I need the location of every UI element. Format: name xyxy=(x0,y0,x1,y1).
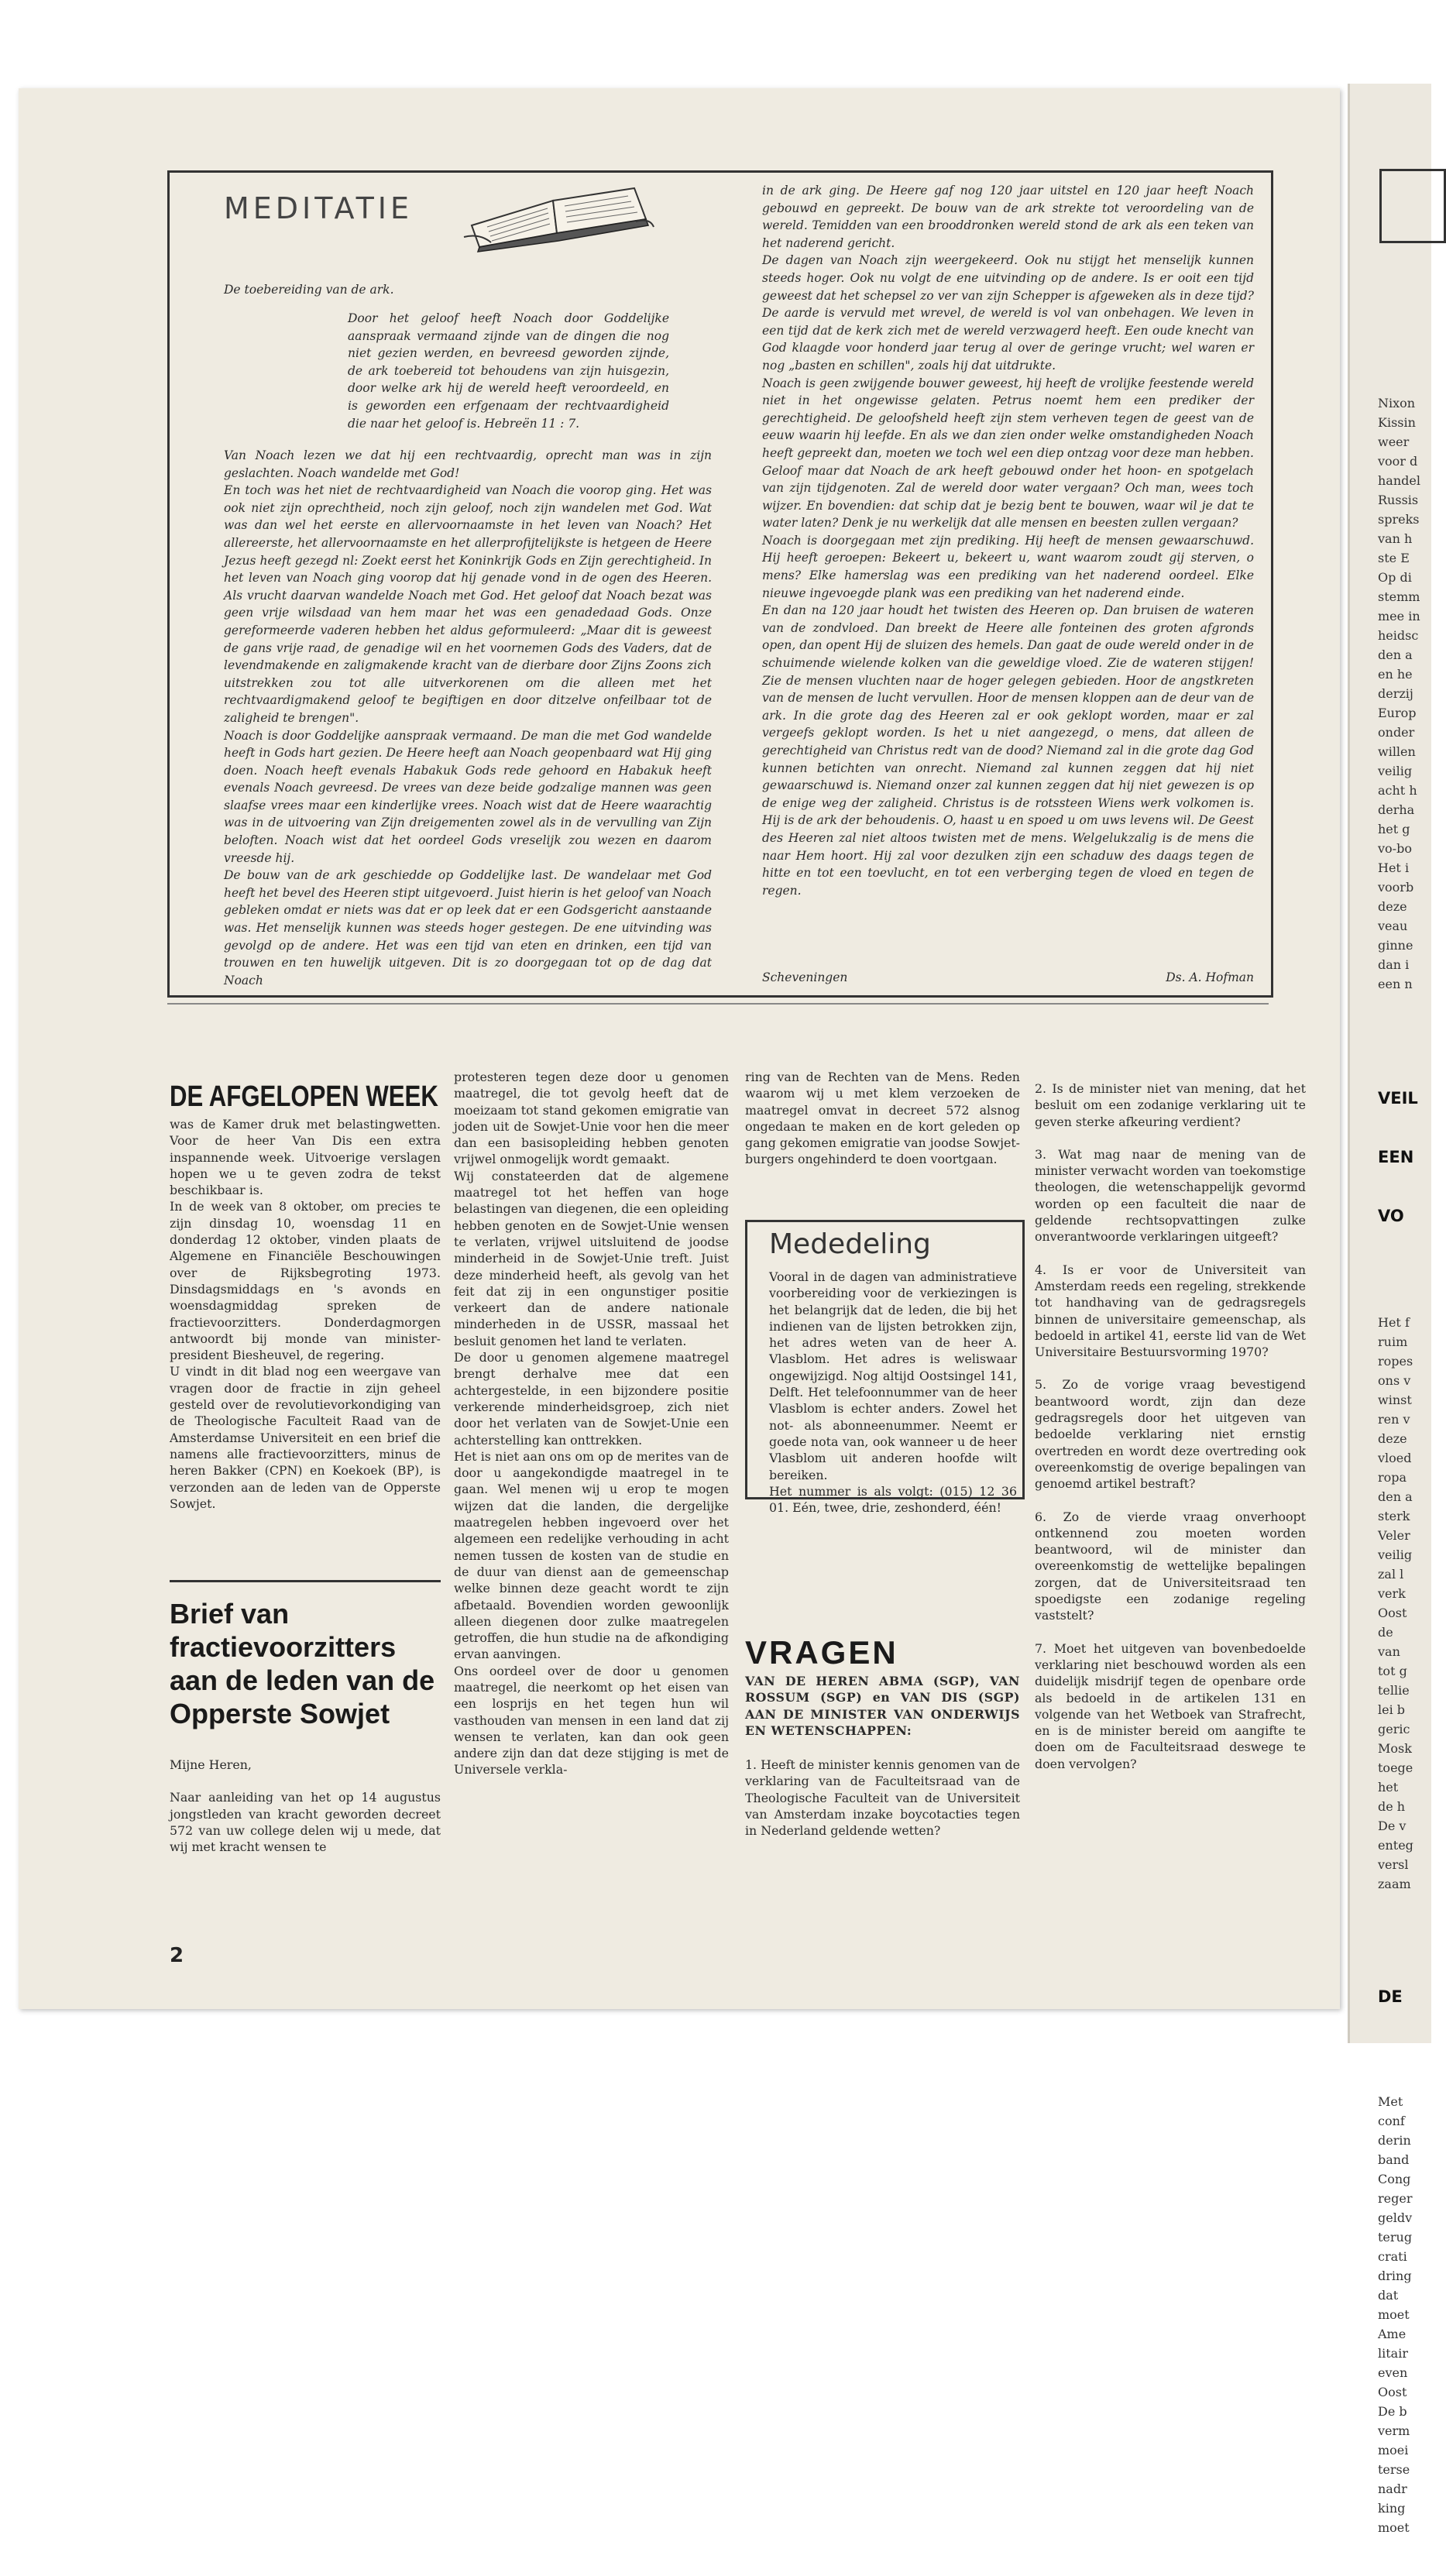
meditatie-paragraph: En dan na 120 jaar houdt het twisten des Heeren op. Dan bruisen de wateren van de zondvloed. Dan breekt de Heere alle fonteinen des groten afgronds open, dan opent Hij de sluizen des hemels. Dan gaat de oude wereld onder in de schuimende wielende kolken van die geweldige vloed. Zie de wateren stijgen! Zie de mensen vluchten naar de hoger gelegen gebieden. Hoor de angstkreten van de mensen de lucht vervullen. Hoor de mensen kloppen aan de deur van de ark. In die grote dag des Heeren zal er ook geklopt worden, maar er zal vergeefs geklopt worden. Is het u niet aangezegd, o mens, dat alleen de gerechtigheid van Christus redt van de dood? Niemand zal in die grote dag God kunnen betichten van onrecht. Niemand zal kunnen zeggen dat hij niet gewaarschuwd is. Niemand onzer zal kunnen zeggen dat hij niet gewezen is op de enige weg der zaligheid. Christus is de rotssteen Wiens werk volkomen is. Hij is de ark der behoudenis. O, haast u en spoed u om uws levens wil. De Geest des Heeren zal niet altoos twisten met de mens. Welgelukzalig is de mens die naar Hem hoort. Hij zal voor dezulken zijn een schaduw des daags tegen de hitte en tot een toevlucht, en tot een verberging tegen de vloed en tegen de regen. xyxy=(762,603,1254,898)
meditatie-quote: Door het geloof heeft Noach door Goddelijke aanspraak vermaand zijnde van de dingen die nog niet gezien werden, en bevreesd geworden zijnde, de ark toebereid tot behoudens van zijn huisgezin, door welke ark hij de wereld heeft veroordeeld, en is geworden een erfgenaam der rechtvaardigheid die naar het geloof is. Hebreën 11 : 7. xyxy=(348,311,669,431)
brief-ending xyxy=(745,1069,1020,1168)
brief-salutation: Mijne Heren, xyxy=(170,1757,252,1772)
article-paragraph: Vooral in de dagen van administratieve voorbereiding voor de verkiezingen is het belangrijk dat de leden, die bij het indienen van de lijsten betrokken zijn, het adres weten van de heer A. Vlasblom. Het adres is weliswaar ongewijzigd. Nog altijd Oostsingel 141, Delft. Het telefoonnummer van de heer Vlasblom is echter anders. Zowel het not- als abonneenummer. Neemt er goede nota van, ook wanneer u de heer Vlasblom uit anderen hoofde wilt bereiken. xyxy=(769,1269,1017,1482)
question-paragraph: 4. Is er voor de Universiteit van Amsterdam reeds een regeling, strekkende tot handhaving van de gedragsregels binnen de universitaire gemeenschap, als bedoeld in artikel 41, eerste lid van de Wet Universitaire Bestuursvorming 1970? xyxy=(1035,1262,1306,1360)
adjacent-text-block-1: Nixon Kissin weer voor d handel Russis spreks van h ste E Op di stemm mee in heidsc den a en he derzij Europ onder willen veilig acht h derha het g vo-bo Het i voorb deze veau ginne dan i een n xyxy=(1378,396,1420,991)
meditatie-paragraph: Noach is door Goddelijke aanspraak vermaand. De man die met God wandelde heeft in Gods hart gezien. De Heere heeft aan Noach geopenbaard wat Hij ging doen. Noach heeft evenals Habakuk Gods rede gehoord en Habakuk heeft evenals Noach gevreesd. De vrees van deze beide godzalige mannen was geen slaafse vrees maar een kinderlijke vrees. Noach wist dat de Heere waarachtig was in de uitvoering van Zijn dreigementen zowel als in de vervulling van Zijn beloften. Noach wist dat het oordeel Gods vreselijk zou wezen en daarom vreesde hij. xyxy=(224,728,712,865)
article-paragraph: Het nummer is als volgt: (015) 12 36 01. Eén, twee, drie, zeshonderd, één! xyxy=(769,1483,1017,1516)
mededeling-box xyxy=(745,1220,1025,1516)
article-paragraph: In de week van 8 oktober, om precies te zijn dinsdag 10, woensdag 11 en donderdag 12 oktober, vinden plaats de Algemene en Financiële Beschouwingen over de Rijksbegroting 1973. Dinsdagsmiddags en 's avonds en woensdagmiddag spreken de fractievoorzitters. Donderdagmorgen antwoordt bij monde van minister-president Biesheuvel, de regering. xyxy=(170,1199,441,1363)
question-paragraph: 6. Zo de vierde vraag onverhoopt ontkennend zou moeten worden beantwoord, wil de minister dan overeenkomstig de wettelijke bepalingen zorgen, dat de Universiteitsraad ten spoedigste een zodanige regeling vaststelt? xyxy=(1035,1509,1306,1623)
article-paragraph: Naar aanleiding van het op 14 augustus jongstleden van kracht geworden decreet 572 van uw college delen wij u mede, dat wij met kracht wensen te xyxy=(170,1790,441,1855)
page-number: 2 xyxy=(170,1944,184,1967)
week-article xyxy=(170,1116,441,1512)
question-paragraph: 7. Moet het uitgeven van bovenbedoelde verklaring niet beschouwd worden als een duidelijk misdrijf tegen de openbare orde als bedoeld in de artikelen 131 en volgende van het Wetboek van Strafrecht, en is de minister bereid om aangifte te doen om de Faculteitsraad deswege te doen vervolgen? xyxy=(1035,1640,1306,1771)
brief-article xyxy=(170,1757,441,1855)
adjacent-heading-4: DE xyxy=(1378,1987,1403,2006)
adjacent-heading-3: VO xyxy=(1378,1207,1404,1225)
article-paragraph: U vindt in dit blad nog een weergave van vragen door de fractie in zijn geheel gesteld over de revolutievorkondiging van de Theologische Faculteit Raad van de Amsterdamse Universiteit en een brief die namens alle fractievoorzitters, minus de heren Bakker (CPN) en Koekoek (BP), is verzonden aan de leden van de Opperste Sowjet. xyxy=(170,1364,441,1511)
meditatie-paragraph: En toch was het niet de rechtvaardigheid van Noach die voorop ging. Het was ook niet zijn oprechtheid, noch zijn geloof, noch zijn wandelen met God. Wat was dan wel het eerste en allervoornaamste in het leven van Noach? Het allereerste, het allervoornaamste en het allerprofijtelijkste is hetgeen de Heere Jezus heeft gezegd nl: Zoekt eerst het Koninkrijk Gods en Zijn gerechtigheid. In het leven van Noach ging voorop dat hij genade vond in de ogen des Heeren. Als vrucht daarvan wandelde Noach met God. Het geloof dat Noach bezat was geen vrije wilsdaad van hem maar het was een genadedaad Gods. Onze gereformeerde vaderen hebben het aldus geformuleerd: „Maar dit is geweest de gans vrije raad, de genadige wil en het voornemen Gods des Vaders, dat de levendmakende en zaligmakende kracht van de dierbare door Zijns Zoons zich uitstrekken zou tot alle uitverkorenen om die alleen met het rechtvaardigmakend geloof te begiftigen en door ditzelve onfeilbaar tot de zaligheid te brengen". xyxy=(224,483,712,725)
meditatie-paragraph: Noach is geen zwijgende bouwer geweest, hij heeft de vrolijke feestende wereld niet in het ongewisse gelaten. Petrus noemt hem een prediker der gerechtigheid. De geloofsheld heeft zijn stem verheven tegen de geest van de eeuw waarin hij leefde. En als we dan zien onder welke omstandigheden Noach heeft gepreekt dan, moeten we toch wel een diep ontzag voor deze man hebben. xyxy=(762,376,1254,460)
article-paragraph: Het is niet aan ons om op de merites van de door u aangekondigde maatregel in te gaan. Wel menen wij u erop te mogen wijzen dat die landen, die dergelijke maatregelen hebben ingevoerd over het algemeen een redelijke verhouding in acht nemen tussen de kosten van de studie en de duur van dienst aan de gemeenschap welke binnen deze geacht wordt te zijn afbetaald. Bovendien worden gewoonlijk alleen diegenen door zulke maatregelen getroffen, die hun studie na de afkondiging ervan aanvingen. xyxy=(454,1448,729,1662)
vragen-questions xyxy=(1035,1080,1306,1788)
article-paragraph: Ons oordeel over de door u genomen maatregel, die neerkomt op het eisen van een losprijs en het tegen hun wil vasthouden van mensen in een land dat zij wensen te verlaten, kan dan ook geen andere zijn dan dat deze stijging is met de Universele verkla- xyxy=(454,1663,729,1777)
mededeling-text xyxy=(769,1269,1017,1516)
meditatie-signature xyxy=(762,970,1254,984)
brief-continuation xyxy=(454,1069,729,1778)
vragen-heading: VRAGEN xyxy=(745,1634,898,1671)
meditatie-place: Scheveningen xyxy=(762,970,848,984)
meditatie-paragraph: De bouw van de ark geschiedde op Goddelijke last. De wandelaar met God heeft het bevel des Heeren stipt uitgevoerd. Juist hierin is het geloof van Noach gebleken omdat er niets was dat er op leek dat er een Godsgericht aanstaande was. Het menselijk kunnen was steeds hoger gestegen. De ene uitvinding was gevolgd op de andere. Het was een tijd van eten en drinken, een tijd van trouwen en ten huwelijk uitgeven. Dit is zo doorgegaan tot op de dag dat Noach xyxy=(224,868,712,987)
meditatie-paragraph: Van Noach lezen we dat hij een rechtvaardig, oprecht man was in zijn geslachten. Noach wandelde met God! xyxy=(224,448,712,480)
meditatie-left-column xyxy=(224,447,712,989)
meditatie-paragraph: Geloof maar dat Noach de ark heeft gebouwd onder het hoon- en spotgelach van zijn tijdgenoten. Zal de wereld door water vergaan? Och man, wees toch wijzer. En bovendien: dat schip dat je bezig bent te bouwen, waar wil je dat te water laten? Denk je nu werkelijk dat alle mensen en beesten zullen vergaan? xyxy=(762,463,1254,531)
question-paragraph: 3. Wat mag naar de mening van de minister verwacht worden van toekomstige theologen, die wetenschappelijk gevormd worden op een faculteit die naar de geldende rechtsopvattingen zulke onverantwoorde verklaringen uitgeeft? xyxy=(1035,1146,1306,1245)
meditatie-right-column xyxy=(762,182,1254,899)
meditatie-author: Ds. A. Hofman xyxy=(1166,970,1254,984)
article-paragraph: De door u genomen algemene maatregel brengt derhalve mee dat een achtergestelde, in een bijzondere positie verkerende minderheidsgroep, zich niet door het verlaten van de Sowjet-Unie een achterstelling kan onttrekken. xyxy=(454,1350,729,1448)
question-paragraph: 5. Zo de vorige vraag bevestigend beantwoord wordt, zijn dan deze gedragsregels door het uitgeven van bedoelde verklaring niet ernstig overtreden en wordt deze overtreding ook overeenkomstig de overige bepalingen van genoemd artikel bestraft? xyxy=(1035,1377,1306,1492)
meditatie-paragraph: De dagen van Noach zijn weergekeerd. Ook nu stijgt het menselijk kunnen steeds hoger. Ook nu volgt de ene uitvinding op de andere. Is er ooit een tijd geweest dat het schepsel zo ver van zijn Schepper is afgeweken als in deze tijd? De aarde is vervuld met wrevel, de wereld is vol van onbehagen. We leven in een tijd dat de kerk zich met de wereld verzwagerd heeft. Een oude knecht van God klaagde voor honderd jaar terug al over de geringe vrucht; wel waren er nog „basten en schillen", zoals hij dat uitdrukte. xyxy=(762,253,1254,373)
section-divider xyxy=(167,1003,1269,1005)
question-paragraph: 2. Is de minister niet van mening, dat het besluit om een zodanige verklaring uit te geven sterke afkeuring verdient? xyxy=(1035,1081,1306,1129)
adjacent-text-block-3: Met conf derin band Cong reger geldv terug crati dring dat moet Ame litair even Oost De b verm moei terse nadr king moet xyxy=(1378,2094,1413,2535)
adjacent-text-block-2: Het f ruim ropes ons v winst ren v deze vloed ropa den a sterk Veler veilig zal l verk Oost de van tot g tellie lei b geric Mosk toege het de h De v enteg versl zaam xyxy=(1378,1315,1413,1891)
meditatie-box xyxy=(167,170,1273,998)
article-paragraph: ring van de Rechten van de Mens. Reden waarom wij u met klem verzoeken de maatregel omvat in decreet 572 alsnog ongedaan te maken en de kort geleden op gang gekomen emigratie van joodse Sowjet-burgers ongehinderd te doen voortgaan. xyxy=(745,1070,1020,1167)
brief-divider xyxy=(170,1580,441,1582)
vragen-question-1 xyxy=(745,1757,1020,1839)
adjacent-page-edge xyxy=(1348,84,1431,2535)
meditatie-paragraph: Noach is doorgegaan met zijn prediking. Hij heeft de mensen gewaarschuwd. Hij heeft geroepen: Bekeert u, bekeert u, want waarom zoudt gij sterven, o mens? Elke hamerslag was een prediking van het naderend oordeel. Elke nieuwe ingevoegde plank was een prediking van het naderend einde. xyxy=(762,533,1254,600)
meditatie-subtitle: De toebereiding van de ark. xyxy=(224,283,394,297)
meditatie-title: MEDITATIE xyxy=(224,191,413,225)
adjacent-page-box xyxy=(1379,169,1446,243)
open-book-icon xyxy=(456,179,658,252)
adjacent-heading-2: EEN xyxy=(1378,1148,1414,1166)
week-heading: DE AFGELOPEN WEEK xyxy=(170,1080,438,1113)
article-paragraph: protesteren tegen deze door u genomen maatregel, die tot gevolg heeft dat de moeizaam tot stand gekomen emigratie van joden uit de Sowjet-Unie voor hen die meer dan een basisopleiding hebben genoten vrijwel onmogelijk wordt gemaakt. xyxy=(454,1070,729,1167)
adjacent-page-text xyxy=(1378,355,1432,2576)
adjacent-heading-1: VEIL xyxy=(1378,1089,1418,1108)
article-paragraph: was de Kamer druk met belastingwetten. Voor de heer Van Dis een extra inspannende week. Uitvoerige verslagen hopen we u te geven zodra de tekst beschikbaar is. xyxy=(170,1117,441,1198)
vragen-subheading: VAN DE HEREN ABMA (SGP), VAN ROSSUM (SGP) en VAN DIS (SGP) AAN DE MINISTER VAN ONDERWIJS EN WETENSCHAPPEN: xyxy=(745,1674,1020,1738)
mededeling-heading: Mededeling xyxy=(769,1228,931,1260)
brief-heading: Brief van fractievoorzitters aan de leden van de Opperste Sowjet xyxy=(170,1598,435,1729)
article-paragraph: Wij constateerden dat de algemene maatregel tot het heffen van hoge belastingen van diegenen, die een opleiding hebben genoten en de Sowjet-Unie wensen te verlaten, vrijwel uitsluitend de joodse minderheid in de Sowjet-Unie treft. Juist deze minderheid heeft, als gevolg van het feit dat zij in een ongunstiger positie verkeert dan de andere nationale minderheden in de USSR, massaal het besluit genomen het land te verlaten. xyxy=(454,1168,729,1348)
article-paragraph: 1. Heeft de minister kennis genomen van de verklaring van de Faculteitsraad van de Theologische Faculteit van de Universiteit van Amsterdam inzake boycotacties tegen in Nederland geldende wetten? xyxy=(745,1757,1021,1839)
meditatie-paragraph: in de ark ging. De Heere gaf nog 120 jaar uitstel en 120 jaar heeft Noach gebouwd en gepreekt. De bouw van de ark strekte tot veroordeling van de wereld. Temidden van een brooddronken wereld stond de ark als een teken van het naderend gericht. xyxy=(762,184,1254,250)
